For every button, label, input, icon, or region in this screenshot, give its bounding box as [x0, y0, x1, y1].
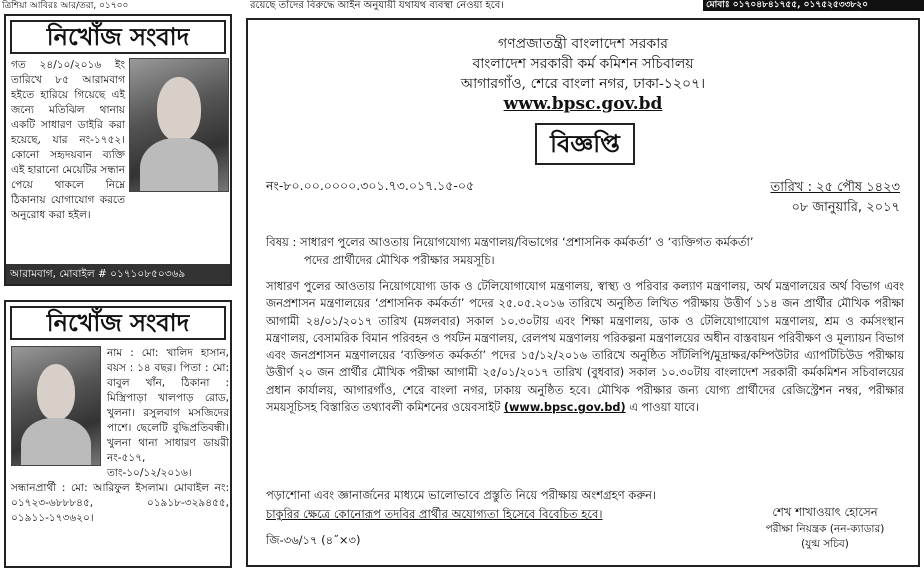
ad-body-text: নাম : মো: খালিদ হাসান, বয়স : ১৪ বছর। পিতা : মো: বাবুল খাঁন, ঠিকানা : মিস্ত্রিপাড়া খালপাড় রোড, খুলনা। রসুলবাগ মসজিদের পাশে। ছেলেটি বুদ্ধিপ্রতিবন্ধী। খুলনা থানা সাধারণ ডায়রী নং-৫১৭, তাং-১০/১২/২০১৬। সন্ধানপ্রার্থী : মো: আরিফুল ইসলাম। মোবাইল নং: ০১৭২৩-৬৮৮৮৪৫, ০১৯১৮-৩২৯৪৫৫, ০১৯১১-১৭৩৬২০।	[11, 347, 229, 524]
notice-title: বিজ্ঞপ্তি	[535, 123, 635, 165]
missing-girl-photo	[129, 58, 229, 192]
date-english: ০৮ জানুয়ারি, ২০১৭	[791, 200, 900, 215]
website-link[interactable]: www.bpsc.gov.bd	[503, 94, 663, 114]
subject-line-1: বিষয় : সাধারণ পুলের আওতায় নিয়োগযোগ্য মন্ত্রণালয়/বিভাগের ‘প্রশাসনিক কর্মকর্তা’ ও ‘ব্যক্তিগত কর্মকর্তা’	[266, 235, 754, 249]
notice-body-text: সাধারণ পুলের আওতায় নিয়োগযোগ্য ডাক ও টেলিযোগাযোগ মন্ত্রণালয়, স্বাস্থ্য ও পরিবার কল্যাণ মন্ত্রণালয়, অর্থ মন্ত্রণালয়ের অর্থ বিভাগ এবং জনপ্রশাসন মন্ত্রণালয়ের ‘প্রশাসনিক কর্মকর্তা’ পদের ২৫.০৫.২০১৬ তারিখে অনুষ্ঠিত লিখিত পরীক্ষায় উত্তীর্ণ ১১৪ জন প্রার্থীর মৌখিক পরীক্ষা আগামী ২৪/০১/২০১৭ তারিখ (মঙ্গলবার) সকাল ১০.৩০টায় এবং শিক্ষা মন্ত্রণালয়, ডাক ও টেলিযোগাযোগ মন্ত্রণালয়, শ্রম ও কর্মসংস্থান মন্ত্রণালয়, বেসামরিক বিমান পরিবহন ও পর্যটন মন্ত্রণালয়, রেলপথ মন্ত্রণালয় পরিকল্পনা মন্ত্রণালয়ের অধীন বাস্তবায়ন পরিবীক্ষণ ও মূল্যায়ন বিভাগ এবং জনপ্রশাসন মন্ত্রণালয়ের ‘ব্যক্তিগত কর্মকর্তা’ পদের ১৫/১২/২০১৬ তারিখে অনুষ্ঠিত সাঁটলিপি/মুদ্রাক্ষর/কম্পিউটার এ্যাপটিচিউড পরীক্ষায় উত্তীর্ণ ২০ জন প্রার্থীর মৌখিক পরীক্ষা আগামী ২৫/০১/২০১৭ তারিখ (বুধবার) সকাল ১০.৩০টায় বাংলাদেশ সরকারী কর্মকমিশন সচিবালয়ের প্রধান কার্যালয়, আগারগাঁও, শেরে বাংলা নগর, ঢাকায় অনুষ্ঠিত হবে। মৌখিক পরীক্ষার জন্য যোগ্য প্রার্থীদের রেজিস্ট্রেশন নম্বর, পরীক্ষার সময়সূচিসহ বিস্তারিত তথ্যাবলী কমিশনের ওয়েবসাইট	[266, 280, 904, 415]
ad-heading: নিখোঁজ সংবাদ	[10, 20, 226, 54]
top-left-text: ত্রিশিয়া আবিরঃ আর/তরা, ০১৭০০	[2, 1, 129, 11]
commission-header: বাংলাদেশ সরকারী কর্ম কমিশন সচিবালয়	[472, 56, 694, 72]
ad-body	[11, 346, 229, 526]
closing-advice: পড়াশোনা এবং জ্ঞানার্জনের মাধ্যমে ভালোভাবে প্রস্তুতি নিয়ে পরীক্ষায় অংশগ্রহণ করুন।	[266, 488, 657, 502]
subject-line-2: পদের প্রার্থীদের মৌখিক পরীক্ষার সময়সূচি।	[304, 253, 495, 267]
notice-body-end: এ পাওয়া যাবে।	[625, 401, 699, 415]
notice-body	[266, 278, 904, 416]
missing-person-ad-2	[4, 300, 232, 568]
signatory-name: শেখ শাখাওয়াৎ হোসেন	[772, 505, 878, 519]
bpsc-notice	[246, 18, 920, 567]
memo-number: নং-৮০.০০.০০০০.৩০১.৭৩.০১৭.১৫-০৫	[266, 178, 475, 193]
signatory-title: পরীক্ষা নিয়ন্ত্রক (নন-ক্যাডার)	[765, 523, 885, 535]
body-website-link[interactable]: (www.bpsc.gov.bd)	[503, 401, 626, 415]
top-middle-text: রয়েছে তাঁদের বিরুদ্ধে আইন অনুযায়ী যথাযথ ব্যবস্থা নেওয়া হবে।	[250, 0, 504, 11]
address-header: আগারগাঁও, শেরে বাংলা নগর, ঢাকা-১২০৭।	[460, 76, 706, 92]
govt-header: গণপ্রজাতন্ত্রী বাংলাদেশ সরকার	[498, 36, 668, 52]
missing-boy-photo	[11, 346, 101, 466]
ad-heading: নিখোঁজ সংবাদ	[10, 306, 226, 340]
top-right-contact: মোবাঃ ০১৭০৪৮৪১৭৫৫, ০১৭৫২৫৩৩৮২০	[703, 0, 924, 11]
ad-body-text: গত ২৪/১০/২০১৬ ইং তারিখে ৮৫ আরামবাগ হইতে হারিয়ে গিয়েছে এই জন্যে মতিঝিল থানায় একটি সাধারণ ডাইরি করা হয়েছে, যার নং-১৭৫২। কোনো সহৃদয়বান ব্যক্তি এই হারানো মেয়েটির সন্ধান পেয়ে থাকলে নিম্নে ঠিকানায় যোগাযোগ করতে অনুরোধ করা হইল।	[11, 59, 125, 221]
ad-contact-footer: আরামবাগ, মোবাইল # ০১৭১০৮৫০৩৬৯	[6, 264, 230, 284]
missing-person-ad-1	[4, 14, 232, 286]
signatory-rank: (যুগ্ম সচিব)	[801, 538, 849, 550]
ad-body	[11, 58, 229, 223]
top-strip	[0, 0, 924, 12]
date-bangla: তারিখ : ২৫ পৌষ ১৪২৩	[770, 180, 900, 195]
closing-warning: চাকুরির ক্ষেত্রে কোনোরূপ তদবির প্রার্থীর অযোগ্যতা হিসেবে বিবেচিত হবে।	[266, 507, 603, 521]
reference-code: জি-৩৬/১৭ (৪˝×৩)	[266, 533, 361, 547]
